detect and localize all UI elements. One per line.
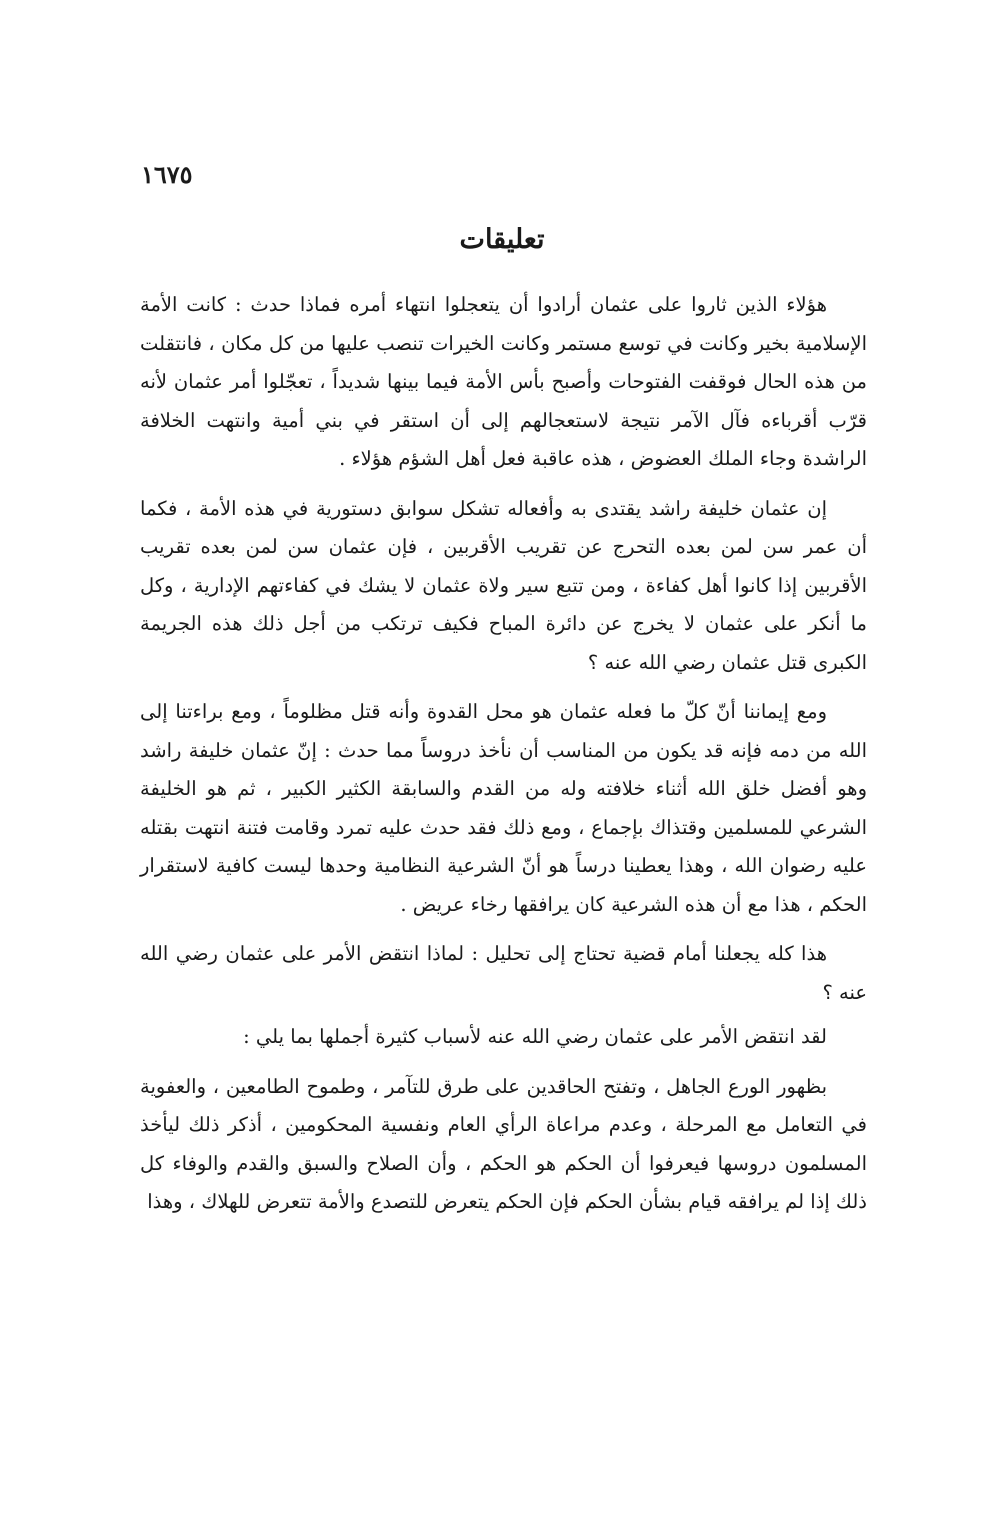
paragraph-5: لقد انتقض الأمر على عثمان رضي الله عنه لأسباب كثيرة أجملها بما يلي : [243,1025,827,1048]
paragraph-6: بظهور الورع الجاهل ، وتفتح الحاقدين على طرق للتآمر ، وطموح الطامعين ، والعفوية في التعامل مع المرحلة ، وعدم مراعاة الرأي العام ونفسية المحكومين ، أذكر ذلك ليأخذ المسلمون دروسها فيعرفوا أن الحكم هو الحكم ، وأن الصلاح والسبق والقدم والوفاء كل ذلك إذا لم يرافقه قيام بشأن الحكم فإن الحكم يتعرض للتصدع والأمة تتعرض للهلاك ، وهذا [140,1074,867,1213]
paragraph-3: ومع إيماننا أنّ كلّ ما فعله عثمان هو محل القدوة وأنه قتل مظلوماً ، ومع براءتنا إلى الله من دمه فإنه قد يكون من المناسب أن نأخذ دروساً مما حدث : إنّ عثمان خليفة راشد وهو أفضل خلق الله أثناء خلافته وله من القدم والسابقة الكثير الكبير ، ثم هو الخليفة الشرعي للمسلمين وقتذاك بإجماع ، ومع ذلك فقد حدث عليه تمرد وقامت فتنة انتهت بقتله عليه رضوان الله ، وهذا يعطينا درساً هو أنّ الشرعية النظامية وحدها ليست كافية لاستقرار الحكم ، هذا مع أن هذه الشرعية كان يرافقها رخاء عريض . [140,700,867,916]
body-text [140,286,867,1233]
paragraph-4: هذا كله يجعلنا أمام قضية تحتاج إلى تحليل : لماذا انتقض الأمر على عثمان رضي الله عنه ؟ [140,942,867,1004]
section-heading: تعليقات [459,224,545,255]
paragraph-1: هؤلاء الذين ثاروا على عثمان أرادوا أن يتعجلوا انتهاء أمره فماذا حدث : كانت الأمة الإسلامية بخير وكانت في توسع مستمر وكانت الخيرات تنصب عليها من كل مكان ، فانتقلت من هذه الحال فوقفت الفتوحات وأصبح بأس الأمة فيما بينها شديداً ، تعجّلوا أمر عثمان لأنه قرّب أقرباءه فآل الآمر نتيجة لاستعجالهم إلى أن استقر في بني أمية وانتهت الخلافة الراشدة وجاء الملك العضوض ، هذه عاقبة فعل أهل الشؤم هؤلاء . [140,293,867,470]
paragraph-2: إن عثمان خليفة راشد يقتدى به وأفعاله تشكل سوابق دستورية في هذه الأمة ، فكما أن عمر سن لمن بعده التحرج عن تقريب الأقربين ، فإن عثمان سن لمن بعده تقريب الأقربين إذا كانوا أهل كفاءة ، ومن تتبع سير ولاة عثمان لا يشك في كفاءتهم الإدارية ، وكل ما أنكر على عثمان لا يخرج عن دائرة المباح فكيف ترتكب من أجل ذلك هذه الجريمة الكبرى قتل عثمان رضي الله عنه ؟ [140,496,867,674]
page-number: ١٦٧٥ [141,160,193,189]
